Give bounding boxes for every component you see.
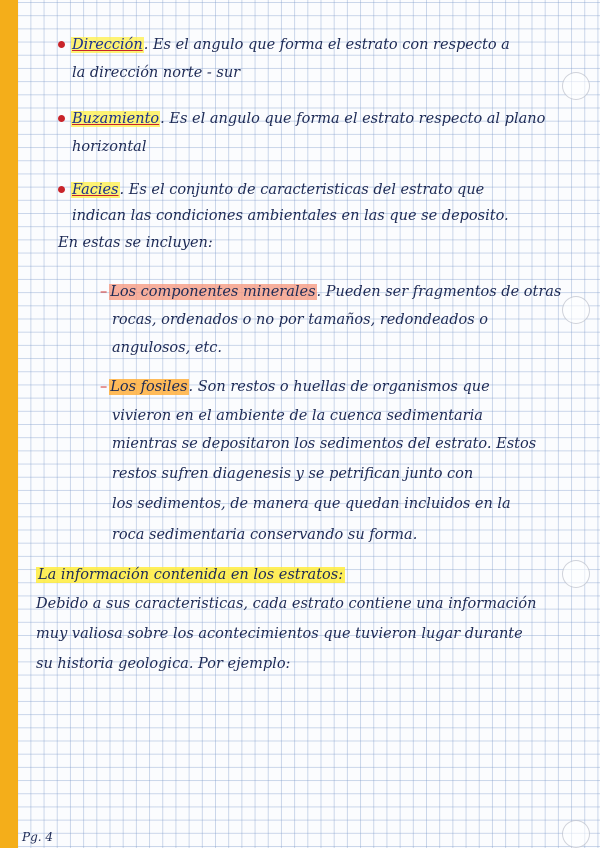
subitem-componentes: [100, 283, 561, 301]
definition-text: . Es el conjunto de caracteristicas del estrato que: [119, 182, 485, 198]
subitem-continued: vivieron en el ambiente de la cuenca sedimentaria: [112, 408, 483, 424]
binder-hole: [562, 560, 590, 588]
binder-hole: [562, 820, 590, 848]
subitem-fosiles: [100, 378, 490, 396]
section-heading-text: La información contenida en los estratos:: [38, 567, 344, 583]
dash-marker: –: [100, 379, 108, 395]
definition-text: . Es el angulo que forma el estrato respecto al plano: [160, 111, 546, 127]
section-heading: [36, 566, 345, 584]
dash-marker: –: [100, 284, 108, 300]
page-number: Pg. 4: [22, 830, 54, 844]
subitem-continued: angulosos, etc.: [112, 340, 222, 356]
bullet-icon: [58, 41, 65, 48]
term-buzamiento: Buzamiento: [72, 111, 160, 127]
item-facies: [58, 181, 484, 199]
bullet-icon: [58, 115, 65, 122]
subitem-continued: roca sedimentaria conservando su forma.: [112, 527, 418, 543]
subitem-text: . Son restos o huellas de organismos que: [188, 379, 490, 395]
subterm-fosiles: Los fosiles: [110, 379, 188, 395]
subitem-continued: restos sufren diagenesis y se petrifican junto con: [112, 466, 474, 482]
subitem-continued: mientras se depositaron los sedimentos del estrato. Estos: [112, 436, 537, 452]
binder-hole: [562, 296, 590, 324]
definition-continued: la dirección norte - sur: [72, 65, 241, 81]
subitem-continued: rocas, ordenados o no por tamaños, redondeados o: [112, 312, 488, 328]
definition-continued: horizontal: [72, 139, 147, 155]
definition-continued: En estas se incluyen:: [58, 235, 213, 251]
margin-bar: [0, 0, 18, 848]
definition-continued: indican las condiciones ambientales en las que se deposito.: [72, 208, 509, 224]
subterm-componentes: Los componentes minerales: [110, 284, 316, 300]
item-buzamiento: [58, 110, 545, 128]
definition-text: . Es el angulo que forma el estrato con respecto a: [143, 37, 510, 53]
binder-hole: [562, 72, 590, 100]
paragraph-line: Debido a sus caracteristicas, cada estrato contiene una información: [36, 596, 537, 612]
subitem-continued: los sedimentos, de manera que quedan incluidos en la: [112, 496, 511, 512]
bullet-icon: [58, 186, 65, 193]
item-direccion: [58, 36, 510, 54]
subitem-text: . Pueden ser fragmentos de otras: [316, 284, 562, 300]
term-direccion: Dirección: [72, 37, 143, 53]
paragraph-line: su historia geologica. Por ejemplo:: [36, 656, 291, 672]
term-facies: Facies: [72, 182, 119, 198]
paragraph-line: muy valiosa sobre los acontecimientos que tuvieron lugar durante: [36, 626, 523, 642]
